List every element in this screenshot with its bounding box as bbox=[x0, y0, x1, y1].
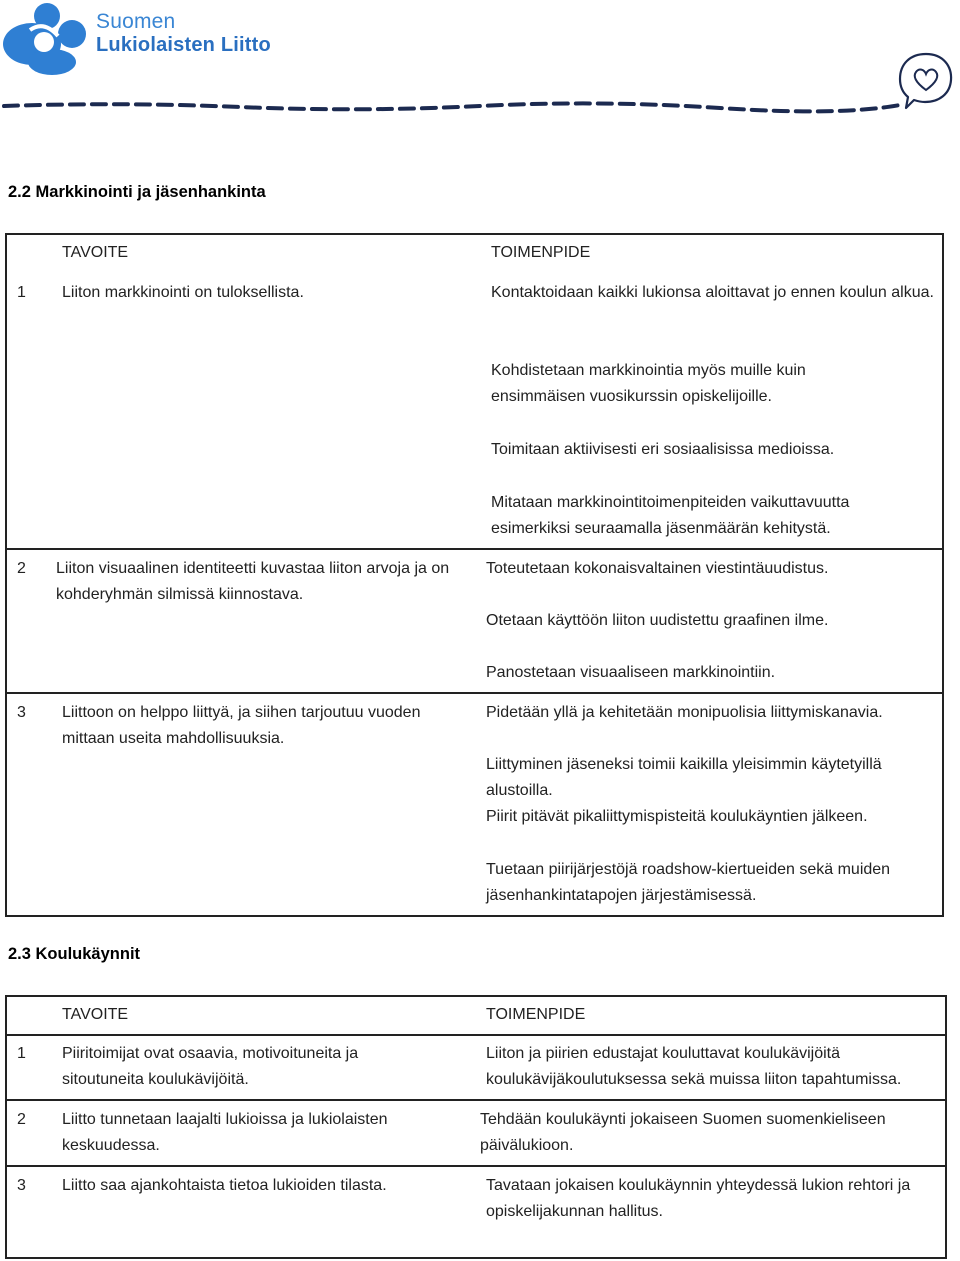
goal-text: Liiton visuaalinen identiteetti kuvastaa liiton arvoja ja on kohderyhmän silmissä kiinnostava. bbox=[56, 560, 450, 603]
goal-text: Liittoon on helppo liittyä, ja siihen tarjoutuu vuoden mittaan useita mahdollisuuksia. bbox=[62, 704, 421, 747]
action-text: Piirit pitävät pikaliittymispisteitä koulukäyntien jälkeen. bbox=[486, 808, 868, 825]
table-row-divider bbox=[5, 1165, 947, 1167]
action-text: Mitataan markkinointitoimenpiteiden vaikuttavuutta esimerkiksi seuraamalla jäsenmäärän kehitystä. bbox=[491, 494, 850, 537]
row-number: 3 bbox=[17, 704, 26, 721]
table-header-goal: TAVOITE bbox=[62, 244, 129, 261]
row-number: 2 bbox=[17, 1111, 26, 1128]
action-text: Toimitaan aktiivisesti eri sosiaalisissa medioissa. bbox=[491, 441, 835, 458]
goal-text: Liiton markkinointi on tuloksellista. bbox=[62, 284, 304, 301]
action-text: Liiton ja piirien edustajat kouluttavat koulukävijöitä koulukävijäkoulutuksessa sekä muissa liiton tapahtumissa. bbox=[486, 1045, 902, 1088]
table-header-action: TOIMENPIDE bbox=[486, 1006, 586, 1023]
action-text: Panostetaan visuaaliseen markkinointiin. bbox=[486, 664, 776, 681]
table-row-divider bbox=[5, 1099, 947, 1101]
table-row-divider bbox=[5, 548, 944, 550]
row-number: 1 bbox=[17, 1045, 26, 1062]
goal-text: Liitto saa ajankohtaista tietoa lukioiden tilasta. bbox=[62, 1177, 387, 1194]
row-number: 2 bbox=[17, 560, 26, 577]
section-heading-school-visits: 2.3 Koulukäynnit bbox=[8, 945, 141, 963]
action-text: Tavataan jokaisen koulukäynnin yhteydessä lukion rehtori ja opiskelijakunnan hallitus. bbox=[486, 1177, 911, 1220]
action-text: Kohdistetaan markkinointia myös muille kuin ensimmäisen vuosikurssin opiskelijoille. bbox=[491, 362, 806, 405]
table-row-divider bbox=[5, 692, 944, 694]
action-text: Tuetaan piirijärjestöjä roadshow-kiertueiden sekä muiden jäsenhankintatapojen järjestämisessä. bbox=[486, 861, 891, 904]
row-number: 1 bbox=[17, 284, 26, 301]
action-text: Otetaan käyttöön liiton uudistettu graafinen ilme. bbox=[486, 612, 829, 629]
section-heading-marketing: 2.2 Markkinointi ja jäsenhankinta bbox=[8, 183, 266, 201]
logo-icon bbox=[0, 0, 96, 80]
row-number: 3 bbox=[17, 1177, 26, 1194]
heart-speech-bubble-icon bbox=[897, 50, 955, 112]
table-header-goal: TAVOITE bbox=[62, 1006, 129, 1023]
action-text: Liittyminen jäseneksi toimii kaikilla yleisimmin käytetyillä alustoilla. bbox=[486, 756, 882, 799]
table-header-action: TOIMENPIDE bbox=[491, 244, 591, 261]
goal-text: Liitto tunnetaan laajalti lukioissa ja lukiolaisten keskuudessa. bbox=[62, 1111, 388, 1154]
action-text: Tehdään koulukäynti jokaiseen Suomen suomenkieliseen päivälukioon. bbox=[480, 1111, 886, 1154]
goal-text: Piiritoimijat ovat osaavia, motivoituneita ja sitoutuneita koulukävijöitä. bbox=[62, 1045, 359, 1088]
action-text: Pidetään yllä ja kehitetään monipuolisia liittymiskanavia. bbox=[486, 704, 883, 721]
page-header bbox=[0, 0, 960, 120]
logo-text-line1: Suomen bbox=[96, 10, 176, 33]
action-text: Kontaktoidaan kaikki lukionsa aloittavat jo ennen koulun alkua. bbox=[491, 284, 934, 301]
action-text: Toteutetaan kokonaisvaltainen viestintäuudistus. bbox=[486, 560, 829, 577]
logo-text-line2: Lukiolaisten Liitto bbox=[96, 34, 271, 56]
table-row-divider bbox=[5, 1034, 947, 1036]
decorative-dashed-line bbox=[0, 96, 905, 116]
